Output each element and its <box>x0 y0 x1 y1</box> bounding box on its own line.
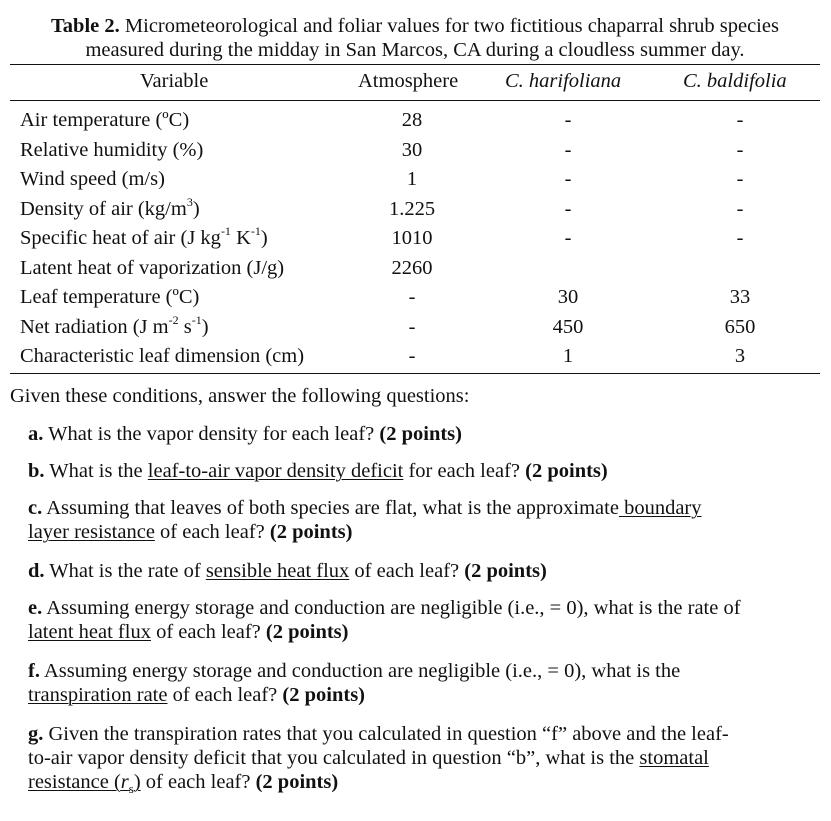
header-species-1: C. harifoliana <box>505 70 622 92</box>
header-variable: Variable <box>140 70 209 92</box>
cell-variable: Relative humidity (%) <box>20 138 204 161</box>
question-points: (2 points) <box>379 423 462 445</box>
question-letter: a. <box>28 423 44 445</box>
cell-atmosphere: 1 <box>406 168 418 190</box>
cell-species-2: - <box>736 109 744 131</box>
cell-species-2: 650 <box>724 315 756 338</box>
cell-species-2: 33 <box>729 286 751 308</box>
question-b: b. What is the leaf-to-air vapor density deficit for each leaf? (2 points) <box>28 460 608 482</box>
cell-variable: Latent heat of vaporization (J/g) <box>20 256 285 279</box>
question-letter: b. <box>28 460 45 482</box>
underlined-term: latent heat flux <box>28 621 151 643</box>
table-row <box>0 344 831 374</box>
questions-intro: Given these conditions, answer the following questions: <box>10 385 470 407</box>
underlined-term: resistance $(r_s)$ <box>28 771 141 797</box>
table-row <box>0 138 831 168</box>
cell-species-2: 3 <box>734 345 746 367</box>
question-text: What is the vapor density for each leaf? <box>43 423 380 445</box>
cell-species-2: - <box>736 138 744 161</box>
cell-variable: Air temperature (ºC) <box>20 109 190 131</box>
question-c: c. Assuming that leaves of both species are flat, what is the approximate boundary layer resistance of each leaf? (2 points) <box>28 497 702 543</box>
table-row <box>0 108 831 138</box>
table-row <box>0 226 831 256</box>
question-letter: c. <box>28 497 43 519</box>
table-row <box>0 312 831 345</box>
cell-species-1: 450 <box>552 315 584 338</box>
cell-species-2: - <box>736 168 744 190</box>
cell-atmosphere: - <box>408 345 416 367</box>
cell-species-1: 30 <box>557 286 579 308</box>
underlined-term: boundary <box>618 497 702 519</box>
underlined-term: layer resistance <box>28 521 155 543</box>
cell-atmosphere: 30 <box>401 138 423 161</box>
cell-atmosphere: 1010 <box>391 227 433 249</box>
header-species-2: C. baldifolia <box>683 70 787 92</box>
question-points: (2 points) <box>525 460 608 482</box>
cell-atmosphere: - <box>408 286 416 308</box>
cell-species-1: - <box>564 197 572 220</box>
cell-atmosphere: 2260 <box>391 256 433 279</box>
table-row <box>0 285 831 315</box>
table-bottom-rule <box>10 373 820 374</box>
question-e: e. Assuming energy storage and conduction are negligible (i.e., = 0), what is the rate of latent heat flux of each leaf? (2 points) <box>28 597 741 643</box>
header-atmosphere: Atmosphere <box>358 70 459 92</box>
question-letter: e. <box>28 597 43 619</box>
cell-atmosphere: - <box>408 315 416 338</box>
cell-species-1: - <box>564 138 572 161</box>
cell-atmosphere: 1.225 <box>388 197 436 220</box>
question-letter: f. <box>28 660 40 682</box>
underlined-term: sensible heat flux <box>205 560 350 582</box>
cell-species-2: - <box>736 227 744 249</box>
question-letter: g. <box>28 723 44 745</box>
cell-variable: Leaf temperature (ºC) <box>20 286 200 308</box>
underlined-term: leaf-to-air vapor density deficit <box>147 460 404 482</box>
question-d: d. What is the rate of sensible heat flux of each leaf? (2 points) <box>28 560 547 582</box>
question-points: (2 points) <box>282 684 366 706</box>
question-f: f. Assuming energy storage and conduction are negligible (i.e., = 0), what is the transpiration rate of each leaf? (2 points) <box>28 660 681 706</box>
cell-variable: Wind speed (m/s) <box>20 168 165 190</box>
caption-label: Table 2. <box>51 15 120 37</box>
underlined-term: transpiration rate <box>28 684 168 706</box>
cell-variable: Density of air $(kg/m^3)$ <box>20 194 200 220</box>
cell-variable: Specific heat of air (J $kg^{-1}$ $K^{-1}$) <box>20 224 268 249</box>
cell-species-1: - <box>564 227 572 249</box>
question-letter: d. <box>28 560 45 582</box>
cell-atmosphere: 28 <box>401 109 423 131</box>
question-points: (2 points) <box>255 771 339 793</box>
cell-variable: Net radiation (J $m^{-2}$ $s^{-1}$) <box>20 312 209 338</box>
question-g: g. Given the transpiration rates that you calculated in question “f” above and the leaf- to-air vapor density deficit that you calculated in question “b”, what is the stomatal resistance $(r_s)$ of each leaf? (2 points) <box>28 723 729 797</box>
underlined-term: stomatal <box>639 747 709 769</box>
table-row <box>0 256 831 286</box>
question-a <box>28 422 821 446</box>
header-bottom-rule <box>10 100 820 101</box>
caption-text: Micrometeorological and foliar values for two fictitious chaparral shrub species measured during the midday in San Marcos, CA during a cloudless summer day. <box>85 15 779 61</box>
question-points: (2 points) <box>265 621 349 643</box>
question-points: (2 points) <box>464 560 547 582</box>
cell-species-1: - <box>564 168 572 190</box>
cell-variable: Characteristic leaf dimension (cm) <box>20 345 305 367</box>
question-points: (2 points) <box>269 521 353 543</box>
table-row <box>0 194 831 227</box>
table-top-rule <box>10 64 820 65</box>
table-row <box>0 167 831 197</box>
cell-species-2: - <box>736 197 744 220</box>
table-caption <box>10 14 820 62</box>
cell-species-1: - <box>564 109 572 131</box>
cell-species-1: 1 <box>562 345 574 367</box>
